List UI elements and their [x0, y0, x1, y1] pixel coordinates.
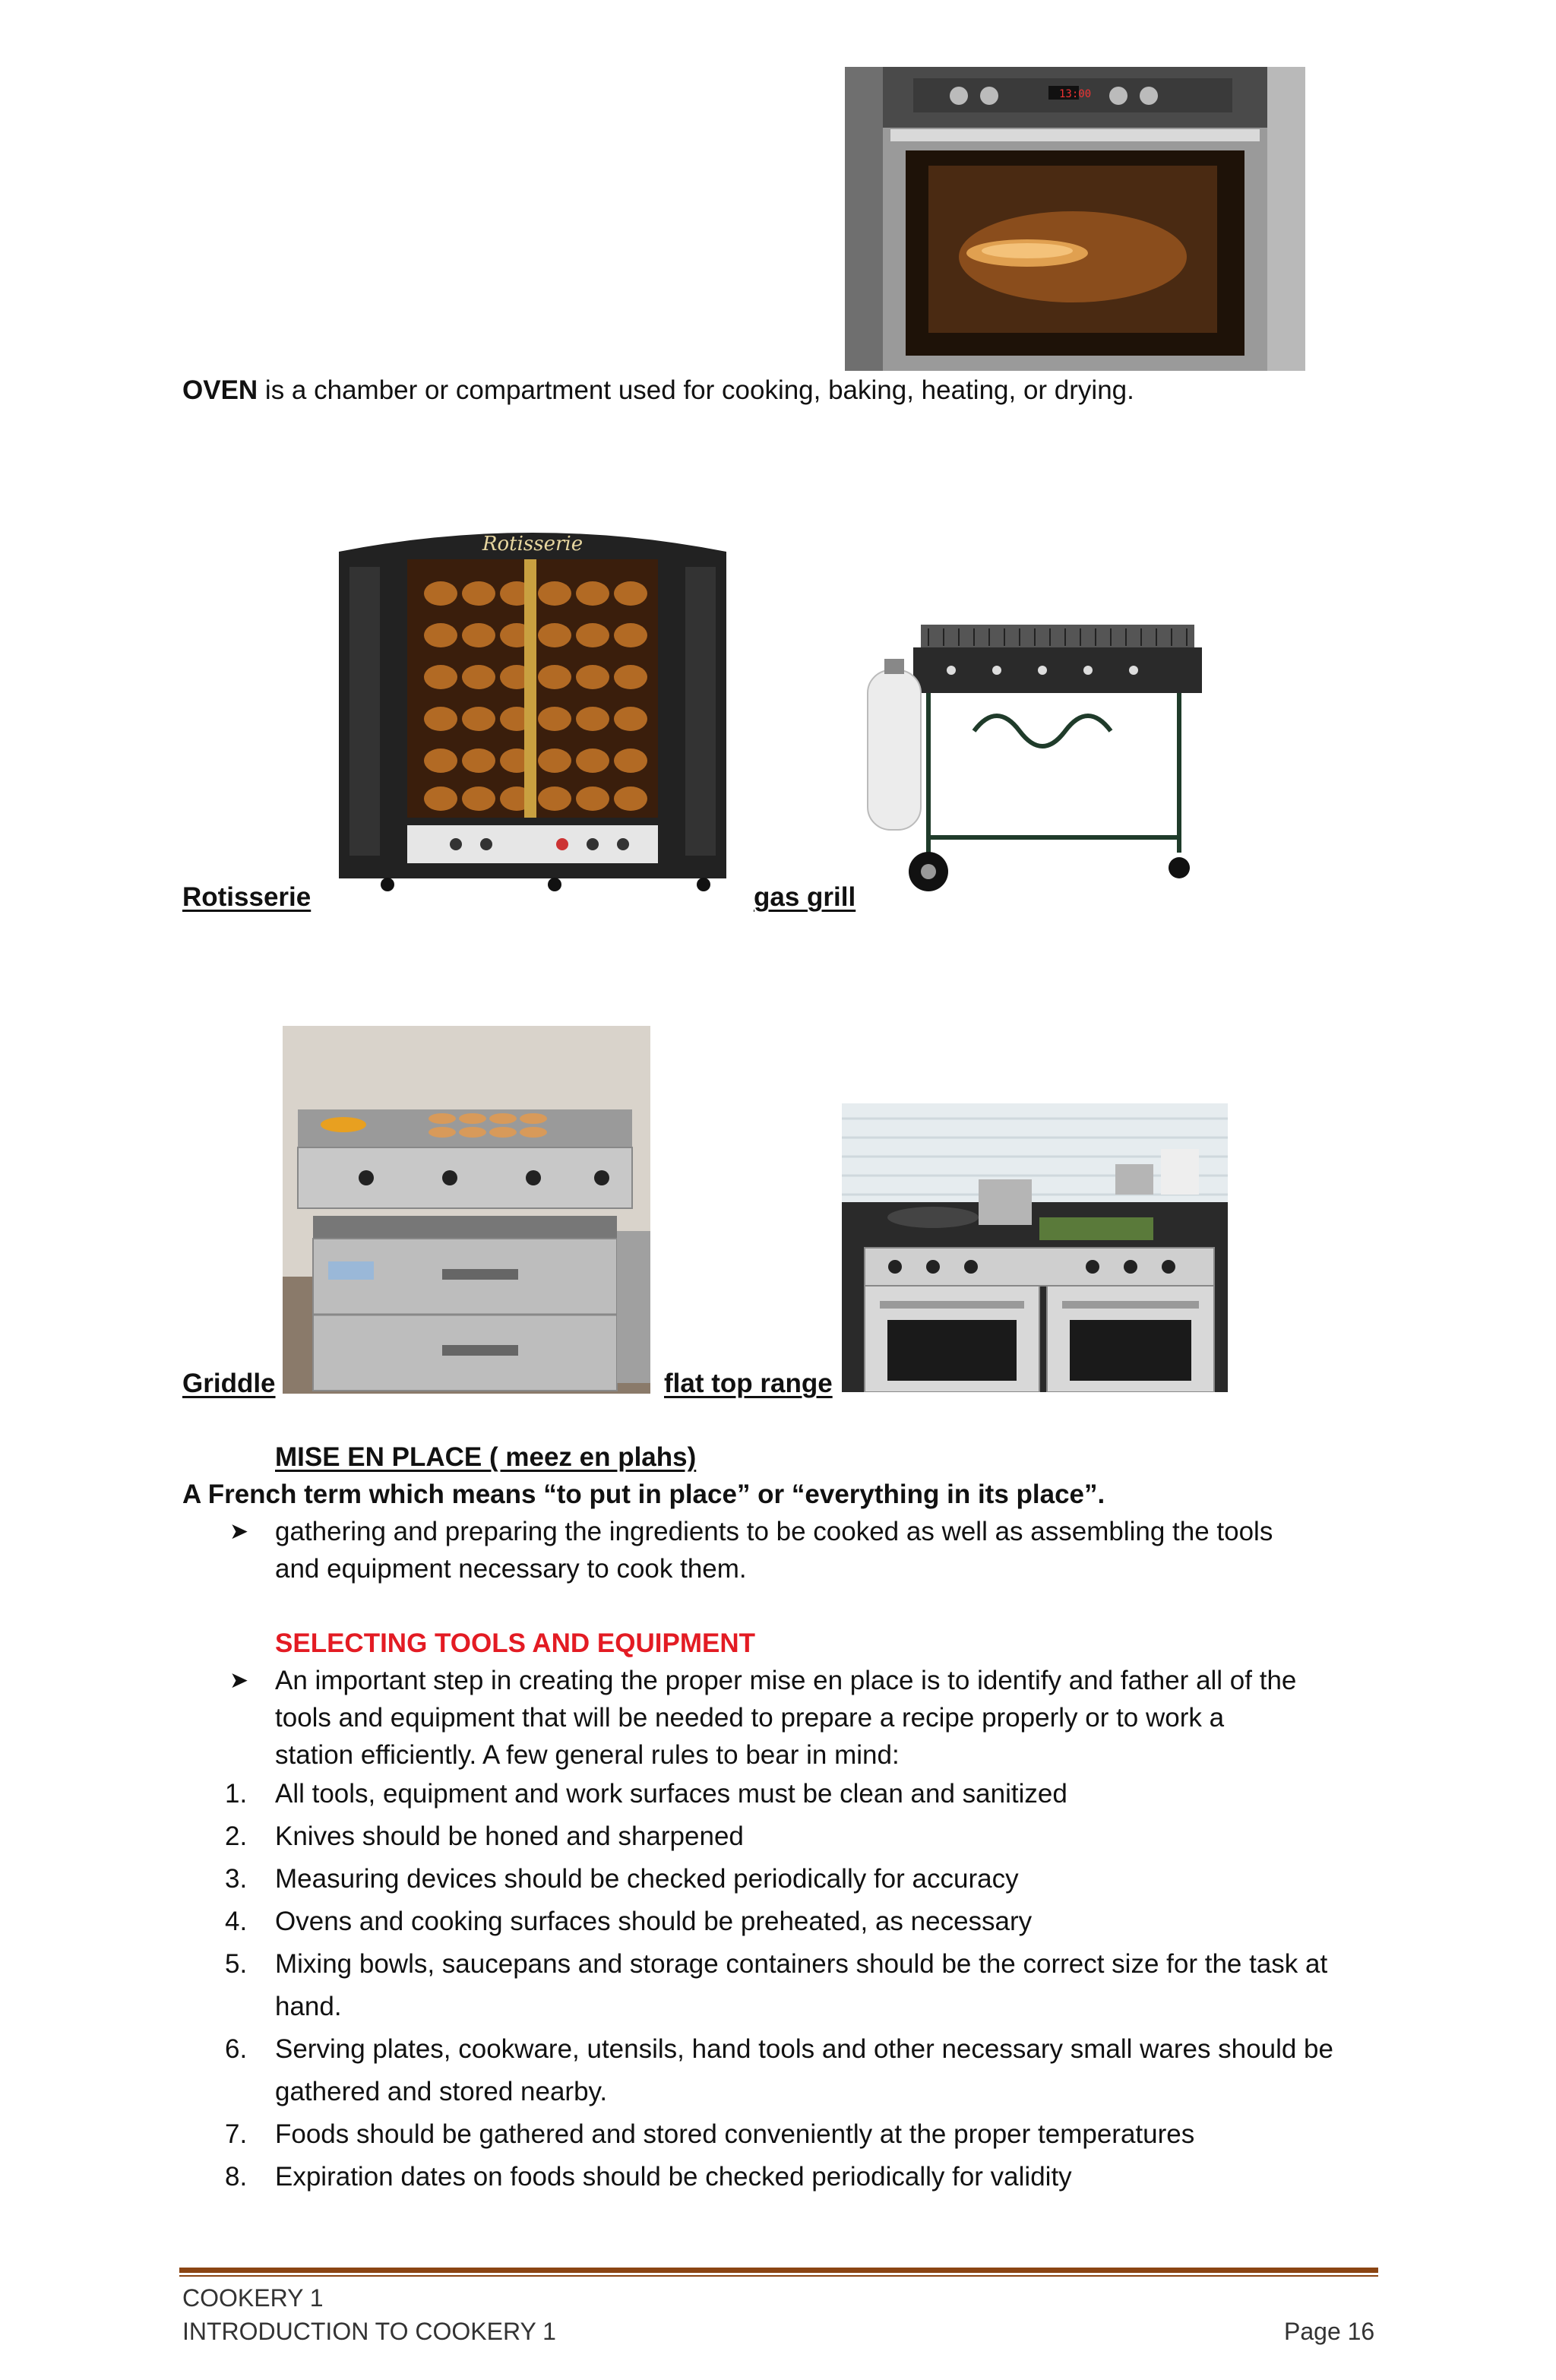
footer-divider [179, 2268, 1378, 2273]
selecting-tools-heading: SELECTING TOOLS AND EQUIPMENT [275, 1628, 755, 1658]
list-item: 2. Knives should be honed and sharpened [225, 1821, 744, 1851]
mise-en-place-heading: MISE EN PLACE ( meez en plahs) [275, 1442, 697, 1472]
rotisserie-sign-text: Rotisserie [482, 533, 584, 555]
gas-grill-photo [860, 617, 1208, 898]
oven-term: OVEN [182, 375, 258, 405]
gas-grill-label: gas grill [754, 882, 856, 912]
list-item: 5. Mixing bowls, saucepans and storage containers should be the correct size for the task at hand. [225, 1949, 1328, 2021]
arrow-bullet-icon: ➤ [229, 1668, 249, 1693]
rotisserie-label: Rotisserie [182, 882, 312, 912]
list-item: 4. Ovens and cooking surfaces should be preheated, as necessary [225, 1907, 1033, 1936]
page-number: Page 16 [1284, 2318, 1375, 2345]
svg-text:13:00: 13:00 [1059, 88, 1092, 100]
list-item: 8. Expiration dates on foods should be checked periodically for validity [225, 2162, 1072, 2192]
selecting-bullet-line1: An important step in creating the proper mise en place is to identify and father all of the [275, 1666, 1297, 1695]
oven-definition-text: is a chamber or compartment used for cooking, baking, heating, or drying. [258, 375, 1134, 405]
list-item: 7. Foods should be gathered and stored conveniently at the proper temperatures [225, 2119, 1195, 2149]
selecting-bullet-line2: tools and equipment that will be needed to prepare a recipe properly or to work a [275, 1703, 1225, 1733]
oven-definition [182, 372, 1134, 409]
footer-course: COOKERY 1 [182, 2284, 324, 2312]
oven-photo [845, 67, 1305, 371]
list-item: 3. Measuring devices should be checked periodically for accuracy [225, 1864, 1019, 1894]
flat-top-range-photo [842, 1103, 1228, 1392]
footer-title: INTRODUCTION TO COOKERY 1 [182, 2318, 556, 2345]
mise-en-place-bullet-line1: gathering and preparing the ingredients to be cooked as well as assembling the tools [275, 1517, 1273, 1546]
footer-divider-thin [179, 2275, 1378, 2277]
list-item: 1. All tools, equipment and work surfaces must be clean and sanitized [225, 1779, 1067, 1809]
mise-en-place-definition: A French term which means “to put in place” or “everything in its place”. [182, 1480, 1105, 1509]
mise-en-place-bullet-line2: and equipment necessary to cook them. [275, 1554, 747, 1584]
list-item: 6. Serving plates, cookware, utensils, hand tools and other necessary small wares should be gathered and stored nearby. [225, 2034, 1333, 2106]
flat-top-range-label: flat top range [664, 1369, 833, 1398]
griddle-photo [283, 1026, 650, 1394]
selecting-bullet-line3: station efficiently. A few general rules to bear in mind: [275, 1740, 900, 1770]
rules-list [225, 1773, 1380, 2198]
griddle-label: Griddle [182, 1369, 276, 1398]
arrow-bullet-icon: ➤ [229, 1519, 249, 1544]
rotisserie-photo [334, 521, 731, 895]
